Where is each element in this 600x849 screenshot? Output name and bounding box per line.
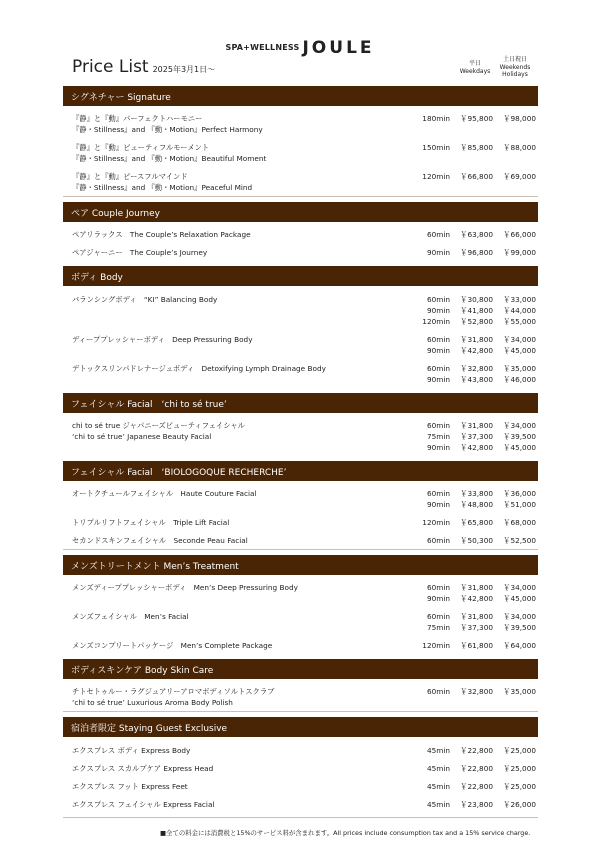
section-header xyxy=(63,86,538,106)
weekday-price: ￥22,800 xyxy=(460,764,493,773)
duration: 120min xyxy=(422,172,450,181)
price-row xyxy=(412,294,536,305)
price-row xyxy=(412,171,536,182)
weekday-price: ￥42,800 xyxy=(460,346,493,355)
duration: 90min xyxy=(426,306,450,315)
weekday-price: ￥41,800 xyxy=(460,306,493,315)
item-name-line: 『静』と『動』パーフェクトハーモニー xyxy=(72,114,203,123)
holidays-column-header xyxy=(492,56,538,79)
item-name xyxy=(72,535,248,546)
item-name-subline: ‘chi to sé true’ Japanese Beauty Facial xyxy=(72,432,212,441)
duration: 90min xyxy=(426,443,450,452)
duration: 60min xyxy=(426,335,450,344)
price-rows xyxy=(412,113,536,124)
price-rows xyxy=(412,420,536,453)
item-name-line: バランシングボディ “KI” Balancing Body xyxy=(72,295,218,304)
section-title: メンズトリートメント Men’s Treatment xyxy=(71,562,239,572)
holiday-price: ￥26,000 xyxy=(503,800,536,809)
price-row xyxy=(412,582,536,593)
section-header xyxy=(63,202,538,222)
item-name xyxy=(72,334,253,345)
duration: 45min xyxy=(426,782,450,791)
price-row xyxy=(412,334,536,345)
holiday-price: ￥34,000 xyxy=(503,583,536,592)
item-name xyxy=(72,745,190,756)
holiday-price: ￥45,000 xyxy=(503,443,536,452)
weekday-price: ￥48,800 xyxy=(460,500,493,509)
item-name xyxy=(72,229,251,240)
price-rows xyxy=(412,229,536,240)
item-name-line: 『静』と『動』ビューティフルモーメント xyxy=(72,143,210,152)
duration: 60min xyxy=(426,536,450,545)
item-name-line: デトックスリンパドレナージュボディ Detoxifying Lymph Drainage Body xyxy=(72,364,326,373)
item-name-line: 『静』と『動』ピースフルマインド xyxy=(72,172,188,181)
item-name xyxy=(72,686,274,708)
price-row xyxy=(412,363,536,374)
item-name xyxy=(72,582,298,593)
duration: 60min xyxy=(426,489,450,498)
item-name xyxy=(72,171,252,193)
holiday-price: ￥45,000 xyxy=(503,346,536,355)
price-row xyxy=(412,442,536,453)
duration: 90min xyxy=(426,346,450,355)
holiday-price: ￥25,000 xyxy=(503,746,536,755)
weekday-price: ￥33,800 xyxy=(460,489,493,498)
item-name-line: メンズフェイシャル Men’s Facial xyxy=(72,612,189,621)
holiday-price: ￥34,000 xyxy=(503,612,536,621)
price-row xyxy=(412,142,536,153)
item-name xyxy=(72,799,214,810)
duration: 120min xyxy=(422,641,450,650)
item-name-line: エクスプレス ボディ Express Body xyxy=(72,746,191,755)
weekday-price: ￥22,800 xyxy=(460,782,493,791)
price-row xyxy=(412,535,536,546)
duration: 90min xyxy=(426,248,450,257)
price-rows xyxy=(412,582,536,604)
weekdays-label-en: Weekdays xyxy=(459,67,491,75)
price-row xyxy=(412,781,536,792)
duration: 60min xyxy=(426,687,450,696)
duration: 45min xyxy=(426,800,450,809)
price-row xyxy=(412,374,536,385)
duration: 60min xyxy=(426,421,450,430)
section-title: フェイシャル Facial ‘BIOLOGOQUE RECHERCHE’ xyxy=(71,468,287,478)
brand-prefix: SPA+WELLNESS xyxy=(225,43,300,52)
item-name-line: ペアリラックス The Couple’s Relaxation Package xyxy=(72,230,251,239)
weekday-price: ￥52,800 xyxy=(460,317,493,326)
item-name-line: メンズディーププレッシャーボディ Men’s Deep Pressuring Body xyxy=(72,583,298,592)
duration: 120min xyxy=(422,317,450,326)
weekday-price: ￥42,800 xyxy=(460,594,493,603)
item-name-line: エクスプレス フェイシャル Express Facial xyxy=(72,800,215,809)
price-row xyxy=(412,229,536,240)
footnote: ■全ての料金には消費税と15%のサービス料が含まれます。All prices include consumption tax and a 15% service charge. xyxy=(160,829,531,837)
holiday-price: ￥36,000 xyxy=(503,489,536,498)
weekday-price: ￥42,800 xyxy=(460,443,493,452)
holidays-label-ja: 土日祝日 xyxy=(502,56,527,63)
holiday-price: ￥33,000 xyxy=(503,295,536,304)
weekday-price: ￥22,800 xyxy=(460,746,493,755)
weekday-price: ￥63,800 xyxy=(460,230,493,239)
price-row xyxy=(412,763,536,774)
price-rows xyxy=(412,171,536,182)
price-rows xyxy=(412,488,536,510)
section-header xyxy=(63,393,538,413)
item-name xyxy=(72,113,263,135)
section-divider xyxy=(63,549,538,550)
price-rows xyxy=(412,781,536,792)
duration: 120min xyxy=(422,518,450,527)
holiday-price: ￥46,000 xyxy=(503,375,536,384)
price-rows xyxy=(412,142,536,153)
duration: 90min xyxy=(426,594,450,603)
item-name-subline: ‘chi to sé true’ Luxurious Aroma Body Polish xyxy=(72,698,233,707)
duration: 90min xyxy=(426,375,450,384)
item-name xyxy=(72,781,188,792)
duration: 45min xyxy=(426,764,450,773)
item-name-line: チトセトゥルー・ラグジュアリーアロマボディソルトスクラブ xyxy=(72,687,275,696)
section-divider xyxy=(63,711,538,712)
duration: 180min xyxy=(422,114,450,123)
price-row xyxy=(412,316,536,327)
holiday-price: ￥88,000 xyxy=(503,143,536,152)
holidays-label-en-1: Weekends xyxy=(499,63,531,71)
section-header xyxy=(63,461,538,481)
weekday-price: ￥32,800 xyxy=(460,687,493,696)
section-header xyxy=(63,717,538,737)
price-row xyxy=(412,799,536,810)
duration: 150min xyxy=(422,143,450,152)
duration: 75min xyxy=(426,623,450,632)
price-rows xyxy=(412,799,536,810)
weekdays-label-ja: 平日 xyxy=(468,60,481,67)
price-rows xyxy=(412,745,536,756)
item-name-subline: 『静・Stillness』and 『動・Motion』Peaceful Mind xyxy=(72,183,253,192)
weekday-price: ￥43,800 xyxy=(460,375,493,384)
section-header xyxy=(63,659,538,679)
duration: 75min xyxy=(426,432,450,441)
price-row xyxy=(412,305,536,316)
weekday-price: ￥31,800 xyxy=(460,612,493,621)
item-name xyxy=(72,363,326,374)
holiday-price: ￥35,000 xyxy=(503,687,536,696)
item-name xyxy=(72,420,245,442)
holiday-price: ￥39,500 xyxy=(503,623,536,632)
weekday-price: ￥95,800 xyxy=(460,114,493,123)
weekday-price: ￥96,800 xyxy=(460,248,493,257)
duration: 60min xyxy=(426,364,450,373)
weekday-price: ￥66,800 xyxy=(460,172,493,181)
price-row xyxy=(412,686,536,697)
duration: 90min xyxy=(426,500,450,509)
holidays-label-en-2: Holidays xyxy=(502,71,528,78)
section-divider xyxy=(63,196,538,197)
price-row xyxy=(412,593,536,604)
item-name-subline: 『静・Stillness』and 『動・Motion』Perfect Harmony xyxy=(72,125,263,134)
item-name xyxy=(72,247,207,258)
item-name-line: chi to sé true ジャパニーズビューティフェイシャル xyxy=(72,421,245,430)
item-name xyxy=(72,142,266,164)
holiday-price: ￥25,000 xyxy=(503,782,536,791)
price-row xyxy=(412,488,536,499)
price-row xyxy=(412,247,536,258)
duration: 60min xyxy=(426,612,450,621)
item-name-subline: 『静・Stillness』and 『動・Motion』Beautiful Moment xyxy=(72,154,267,163)
price-row xyxy=(412,345,536,356)
item-name xyxy=(72,294,217,305)
duration: 60min xyxy=(426,583,450,592)
holiday-price: ￥99,000 xyxy=(503,248,536,257)
price-row xyxy=(412,745,536,756)
holiday-price: ￥52,500 xyxy=(503,536,536,545)
item-name-line: エクスプレス スカルプケア Express Head xyxy=(72,764,214,773)
price-rows xyxy=(412,535,536,546)
item-name-line: トリプルリフトフェイシャル Triple Lift Facial xyxy=(72,518,230,527)
section-title: フェイシャル Facial ‘chi to sé true’ xyxy=(71,400,227,410)
holiday-price: ￥45,000 xyxy=(503,594,536,603)
item-name xyxy=(72,488,257,499)
item-name xyxy=(72,763,213,774)
holiday-price: ￥68,000 xyxy=(503,518,536,527)
price-rows xyxy=(412,247,536,258)
price-row xyxy=(412,499,536,510)
price-rows xyxy=(412,363,536,385)
price-list-title: Price List xyxy=(72,57,149,77)
item-name-line: エクスプレス フット Express Feet xyxy=(72,782,188,791)
holiday-price: ￥25,000 xyxy=(503,764,536,773)
price-row xyxy=(412,640,536,651)
weekday-price: ￥31,800 xyxy=(460,335,493,344)
price-rows xyxy=(412,294,536,327)
holiday-price: ￥35,000 xyxy=(503,364,536,373)
duration: 60min xyxy=(426,295,450,304)
item-name xyxy=(72,517,229,528)
weekday-price: ￥61,800 xyxy=(460,641,493,650)
weekday-price: ￥37,300 xyxy=(460,623,493,632)
holiday-price: ￥69,000 xyxy=(503,172,536,181)
holiday-price: ￥34,000 xyxy=(503,335,536,344)
section-header xyxy=(63,266,538,286)
item-name-line: ディーププレッシャーボディ Deep Pressuring Body xyxy=(72,335,253,344)
weekday-price: ￥23,800 xyxy=(460,800,493,809)
section-title: ボディスキンケア Body Skin Care xyxy=(71,666,214,676)
item-name-line: メンズコンプリートパッケージ Men’s Complete Package xyxy=(72,641,273,650)
item-name-line: オートクチュールフェイシャル Haute Couture Facial xyxy=(72,489,257,498)
brand-name: JOULE xyxy=(302,37,375,58)
item-name xyxy=(72,611,189,622)
weekday-price: ￥31,800 xyxy=(460,421,493,430)
holiday-price: ￥44,000 xyxy=(503,306,536,315)
price-row xyxy=(412,622,536,633)
weekday-price: ￥31,800 xyxy=(460,583,493,592)
section-title: 宿泊者限定 Staying Guest Exclusive xyxy=(71,724,228,734)
price-row xyxy=(412,113,536,124)
holiday-price: ￥55,000 xyxy=(503,317,536,326)
holiday-price: ￥64,000 xyxy=(503,641,536,650)
holiday-price: ￥39,500 xyxy=(503,432,536,441)
item-name xyxy=(72,640,272,651)
price-rows xyxy=(412,640,536,651)
holiday-price: ￥34,000 xyxy=(503,421,536,430)
price-rows xyxy=(412,334,536,356)
price-row xyxy=(412,420,536,431)
weekday-price: ￥85,800 xyxy=(460,143,493,152)
section-title: ボディ Body xyxy=(71,273,123,283)
effective-date: 2025年3月1日～ xyxy=(152,65,216,74)
duration: 45min xyxy=(426,746,450,755)
brand-logo xyxy=(0,37,600,58)
price-rows xyxy=(412,517,536,528)
price-rows xyxy=(412,686,536,697)
item-name-line: ペアジャーニー The Couple’s Journey xyxy=(72,248,208,257)
section-header xyxy=(63,555,538,575)
duration: 60min xyxy=(426,230,450,239)
weekday-price: ￥65,800 xyxy=(460,518,493,527)
weekday-price: ￥32,800 xyxy=(460,364,493,373)
price-row xyxy=(412,611,536,622)
holiday-price: ￥51,000 xyxy=(503,500,536,509)
price-row xyxy=(412,431,536,442)
page-title xyxy=(72,57,215,77)
weekday-price: ￥37,300 xyxy=(460,432,493,441)
section-title: ペア Couple Journey xyxy=(71,209,160,219)
weekday-price: ￥50,300 xyxy=(460,536,493,545)
weekday-price: ￥30,800 xyxy=(460,295,493,304)
price-rows xyxy=(412,763,536,774)
item-name-line: セカンドスキンフェイシャル Seconde Peau Facial xyxy=(72,536,248,545)
holiday-price: ￥98,000 xyxy=(503,114,536,123)
holiday-price: ￥66,000 xyxy=(503,230,536,239)
price-rows xyxy=(412,611,536,633)
section-title: シグネチャー Signature xyxy=(71,93,171,103)
section-divider xyxy=(63,817,538,818)
price-row xyxy=(412,517,536,528)
